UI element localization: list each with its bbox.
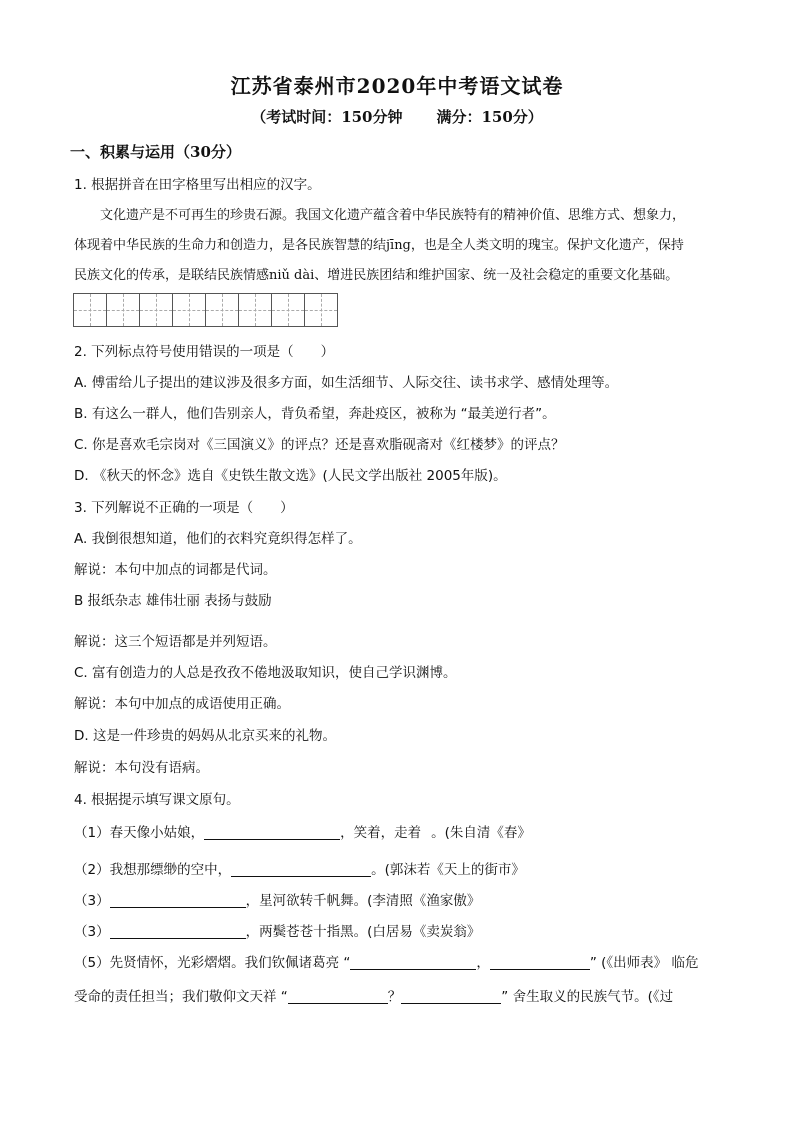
question-3-option-c: C. 富有创造力的人总是孜孜不倦地汲取知识，使自己学识渊博。 <box>74 665 457 681</box>
tianzige-cell[interactable] <box>304 293 338 327</box>
tianzige-cell[interactable] <box>205 293 239 327</box>
tianzige-cell[interactable] <box>139 293 173 327</box>
item-text: 。(郭沫若《天上的街市》 <box>371 862 525 878</box>
question-4-item-3 <box>74 889 480 909</box>
tianzige-cell[interactable] <box>106 293 140 327</box>
item-text: ，两鬓苍苍十指黑。(白居易《卖炭翁》 <box>245 924 481 940</box>
question-1-prompt: 1. 根据拼音在田字格里写出相应的汉字。 <box>74 177 321 193</box>
question-3-note-d: 解说：本句没有语病。 <box>74 760 209 776</box>
question-2-option-c: C. 你是喜欢毛宗岗对《三国演义》的评点？还是喜欢脂砚斋对《红楼梦》的评点？ <box>74 437 565 453</box>
item-text: ， <box>476 955 490 971</box>
question-3-option-d: D. 这是一件珍贵的妈妈从北京买来的礼物。 <box>74 728 336 744</box>
question-4-item-5-cont <box>74 985 673 1005</box>
item-text: ” 舍生取义的民族气节。(《过 <box>501 989 674 1005</box>
question-2-option-a: A. 傅雷给儿子提出的建议涉及很多方面，如生活细节、人际交往、读书求学、感情处理等。 <box>74 375 619 391</box>
question-3-note-b: 解说：这三个短语都是并列短语。 <box>74 634 277 650</box>
tianzige-cell[interactable] <box>271 293 305 327</box>
answer-blank[interactable] <box>204 825 340 840</box>
question-3-option-b: B 报纸杂志 雄伟壮丽 表扬与鼓励 <box>74 593 272 609</box>
item-text: （2）我想那缥缈的空中， <box>74 862 232 878</box>
item-text: ” (《出师表》 临危 <box>589 955 699 971</box>
question-4-prompt: 4. 根据提示填写课文原句。 <box>74 792 240 808</box>
passage-line: 民族文化的传承，是联结民族情感niǔ dài、增进民族团结和维护国家、统一及社会稳定的重要文化基础。 <box>74 268 679 283</box>
item-text: （5）先贤情怀，光彩熠熠。我们钦佩诸葛亮 “ <box>74 955 351 971</box>
exam-time: （考试时间：150分钟 <box>251 108 403 126</box>
item-text: 受命的责任担当；我们敬仰文天祥 “ <box>74 989 288 1005</box>
question-4-item-1 <box>74 821 531 841</box>
section-heading: 一、积累与运用（30分） <box>70 143 241 161</box>
answer-blank[interactable] <box>110 924 246 939</box>
question-4-item-4 <box>74 920 480 940</box>
answer-blank[interactable] <box>490 955 590 970</box>
item-text: 。(朱自清《春》 <box>431 825 531 841</box>
tianzige-grid[interactable] <box>73 293 337 327</box>
question-4-item-2 <box>74 858 525 878</box>
item-text: ，笑着，走着 <box>340 825 422 841</box>
item-text: ，星河欲转千帆舞。(李清照《渔家傲》 <box>245 893 481 909</box>
answer-blank[interactable] <box>350 955 476 970</box>
question-3-option-a: A. 我倒很想知道，他们的衣料究竟织得怎样了。 <box>74 531 362 547</box>
answer-blank[interactable] <box>110 893 246 908</box>
question-2-prompt: 2. 下列标点符号使用错误的一项是（ ） <box>74 344 335 360</box>
question-2-option-d: D. 《秋天的怀念》选自《史铁生散文选》(人民文学出版社 2005年版)。 <box>74 468 507 484</box>
answer-blank[interactable] <box>401 989 501 1004</box>
item-text: （3） <box>74 893 110 909</box>
passage-line: 文化遗产是不可再生的珍贵石源。我国文化遗产蕴含着中华民族特有的精神价值、思维方式、想象力， <box>100 208 686 223</box>
item-text: （1）春天像小姑娘， <box>74 825 205 841</box>
question-2-option-b: B. 有这么一群人，他们告别亲人，背负希望，奔赴疫区，被称为 “最美逆行者”。 <box>74 406 556 422</box>
question-3-note-a: 解说：本句中加点的词都是代词。 <box>74 562 277 578</box>
tianzige-cell[interactable] <box>172 293 206 327</box>
tianzige-cell[interactable] <box>73 293 107 327</box>
passage-line: 体现着中华民族的生命力和创造力，是各民族智慧的结jīng，也是全人类文明的瑰宝。保护文化遗产，保持 <box>74 238 684 253</box>
item-text: ？ <box>387 989 402 1005</box>
question-3-prompt: 3. 下列解说不正确的一项是（ ） <box>74 500 294 516</box>
answer-blank[interactable] <box>231 862 371 877</box>
full-score: 满分：150分） <box>436 108 543 126</box>
question-4-item-5 <box>74 951 698 971</box>
item-text: （3） <box>74 924 110 940</box>
question-3-note-c: 解说：本句中加点的成语使用正确。 <box>74 696 290 712</box>
exam-info <box>0 106 794 127</box>
tianzige-cell[interactable] <box>238 293 272 327</box>
exam-title: 江苏省泰州市2020年中考语文试卷 <box>230 74 564 98</box>
answer-blank[interactable] <box>288 989 388 1004</box>
